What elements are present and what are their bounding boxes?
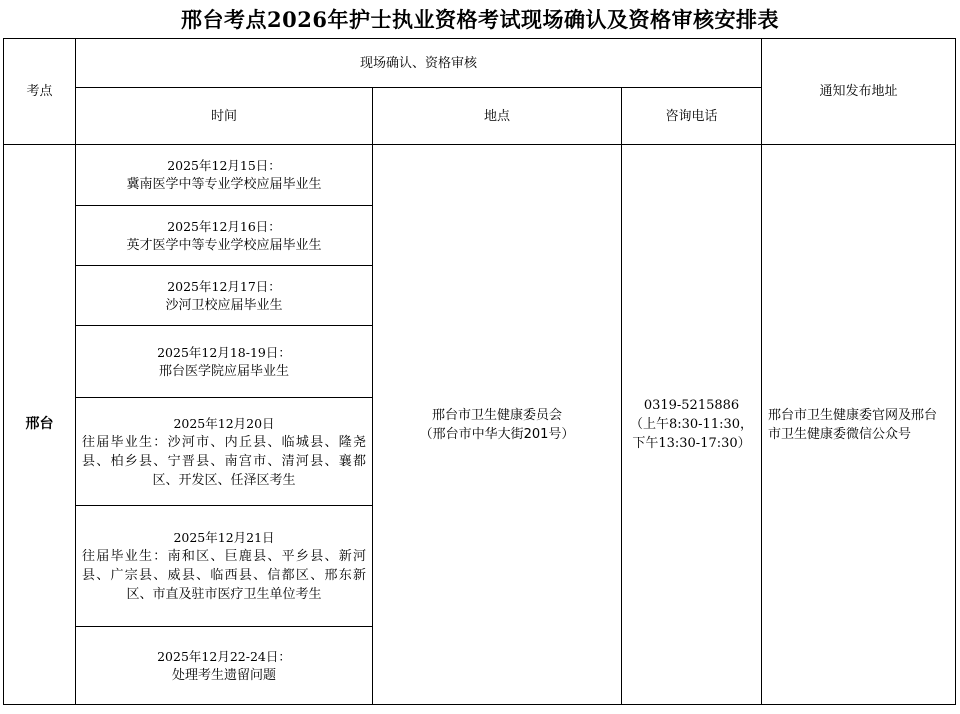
schedule-item: [76, 326, 373, 398]
phone-cell: [622, 145, 762, 705]
place-name: 邢台市卫生健康委员会: [431, 407, 562, 423]
notice-address: 邢台市卫生健康委官网及邢台市卫生健康委微信公众号: [762, 145, 956, 705]
place-address: （邢台市中华大街201号）: [419, 426, 575, 442]
schedule-desc: 沙河卫校应届毕业生: [165, 297, 283, 313]
schedule-item: [76, 206, 373, 266]
schedule-date: 2025年12月22-24日：: [157, 648, 291, 664]
schedule-desc: 处理考生遗留问题: [171, 667, 276, 683]
schedule-date: 2025年12月17日：: [167, 278, 281, 294]
header-site: 考点: [4, 39, 76, 145]
schedule-item: [76, 398, 373, 506]
phone-number: 0319-5215886: [643, 398, 740, 413]
header-place: 地点: [373, 88, 622, 145]
schedule-date: 2025年12月15日：: [167, 158, 281, 173]
schedule-item: [76, 266, 373, 326]
place-cell: [373, 145, 622, 705]
header-phone: 咨询电话: [622, 88, 762, 145]
site-name: 邢台: [4, 145, 76, 705]
schedule-item: [76, 145, 373, 206]
page-title: 邢台考点2026年护士执业资格考试现场确认及资格审核安排表: [181, 7, 779, 32]
header-group: 现场确认、资格审核: [76, 39, 762, 88]
phone-hours-pm: 下午13:30-17:30）: [632, 436, 751, 451]
schedule-desc: 英才医学中等专业学校应届毕业生: [126, 237, 322, 253]
schedule-item: [76, 506, 373, 627]
schedule-desc: 往届毕业生：南和区、巨鹿县、平乡县、新河县、广宗县、威县、临西县、信都区、邢东新区、市直及驻市医疗卫生单位考生: [82, 549, 366, 602]
schedule-desc: 邢台医学院应届毕业生: [158, 363, 289, 379]
schedule-desc: 往届毕业生：沙河市、内丘县、临城县、隆尧县、柏乡县、宁晋县、南宫市、清河县、襄都区、开发区、任泽区考生: [82, 434, 366, 488]
phone-hours-am: （上午8:30-11:30，: [629, 417, 754, 432]
header-notice: 通知发布地址: [762, 39, 956, 145]
header-time: 时间: [76, 88, 373, 145]
schedule-date: 2025年12月21日: [173, 530, 275, 545]
schedule-desc: 冀南医学中等专业学校应届毕业生: [126, 177, 322, 192]
schedule-table: [3, 38, 956, 705]
schedule-date: 2025年12月18-19日：: [157, 344, 291, 360]
schedule-date: 2025年12月16日：: [167, 218, 281, 234]
schedule-date: 2025年12月20日: [173, 415, 275, 431]
schedule-item: [76, 627, 373, 705]
